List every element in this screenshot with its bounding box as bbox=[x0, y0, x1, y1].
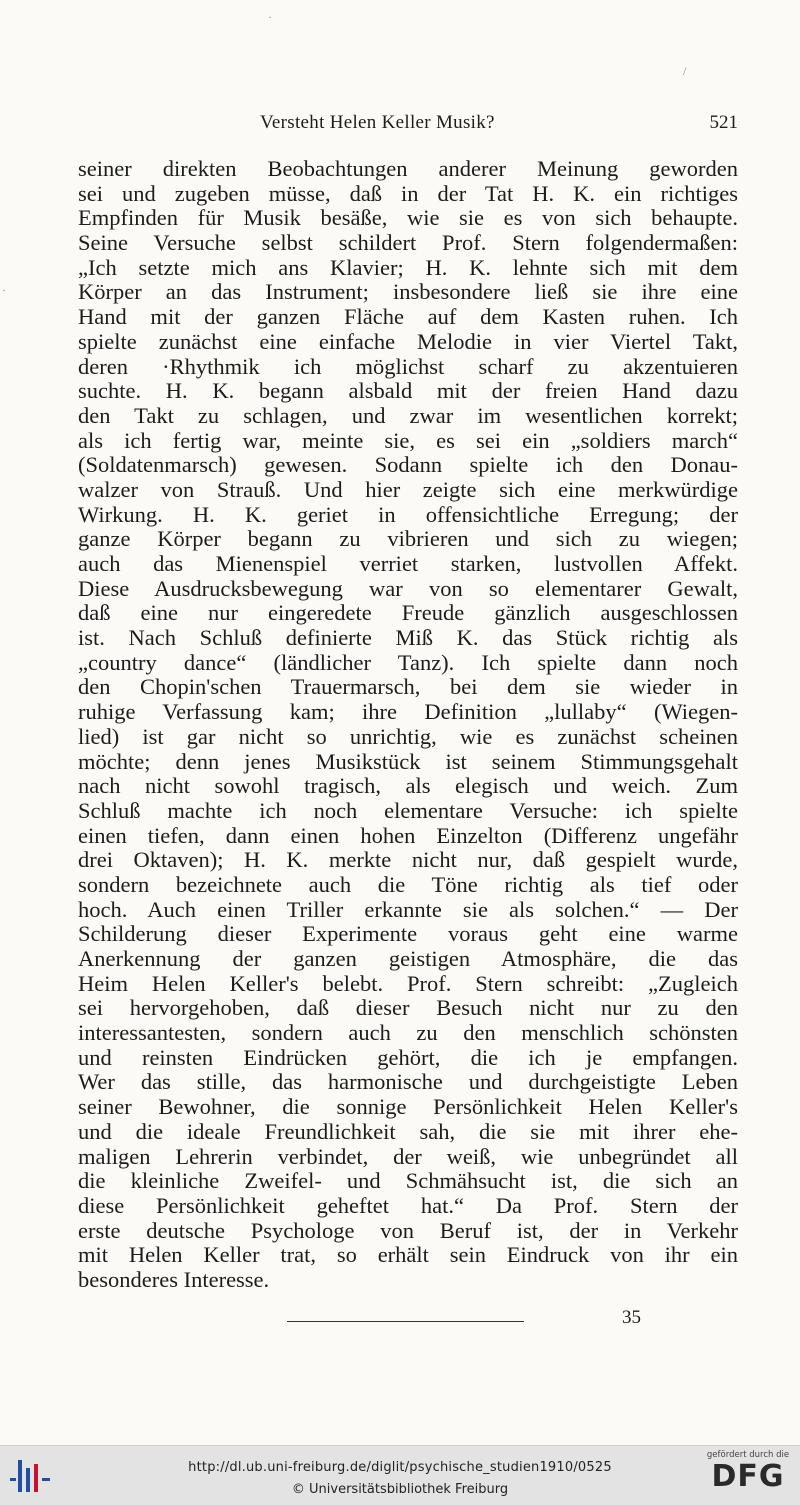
text-line: den Chopin'schen Trauermarsch, bei dem sie wieder in bbox=[78, 675, 738, 700]
text-line: ganze Körper begann zu vibrieren und sich zu wiegen; bbox=[78, 527, 738, 552]
dfg-logo bbox=[704, 1450, 792, 1502]
source-url[interactable]: http://dl.ub.uni-freiburg.de/diglit/psychische_studien1910/0525 bbox=[188, 1460, 612, 1475]
text-line: Seine Versuche selbst schildert Prof. Stern folgendermaßen: bbox=[78, 231, 738, 256]
text-line: die kleinliche Zweifel- und Schmähsucht ist, die sich an bbox=[78, 1169, 738, 1194]
text-line: erste deutsche Psychologe von Beruf ist, der in Verkehr bbox=[78, 1218, 738, 1243]
text-line: Schilderung dieser Experimente voraus geht eine warme bbox=[78, 922, 738, 947]
text-line: sondern bezeichnete auch die Töne richtig als tief oder bbox=[78, 872, 738, 897]
text-line: Körper an das Instrument; insbesondere ließ sie ihre eine bbox=[78, 280, 738, 305]
text-line: diese Persönlichkeit geheftet hat.“ Da Prof. Stern der bbox=[78, 1193, 738, 1218]
text-line: besonderes Interesse. bbox=[78, 1267, 270, 1292]
text-line: sei und zugeben müsse, daß in der Tat H. K. ein richtiges bbox=[78, 181, 738, 206]
text-line: walzer von Strauß. Und hier zeigte sich eine merkwürdige bbox=[78, 477, 738, 502]
text-line: „country dance“ (ländlicher Tanz). Ich spielte dann noch bbox=[78, 650, 738, 675]
scan-speck: · bbox=[268, 10, 272, 24]
text-line: nach nicht sowohl tragisch, als elegisch und weich. Zum bbox=[78, 774, 738, 799]
text-line: und die ideale Freundlichkeit sah, die sie mit ihrer ehe- bbox=[78, 1119, 738, 1144]
text-line: Hand mit der ganzen Fläche auf dem Kasten ruhen. Ich bbox=[78, 305, 738, 330]
text-line: als ich fertig war, meinte sie, es sei ein „soldiers march“ bbox=[78, 428, 738, 453]
text-line: deren ·Rhythmik ich möglichst scharf zu akzentuieren bbox=[78, 354, 738, 379]
text-line: Heim Helen Keller's belebt. Prof. Stern schreibt: „Zugleich bbox=[78, 971, 738, 996]
scan-speck: · bbox=[2, 283, 6, 297]
text-line: Empfinden für Musik besäße, wie sie es von sich behaupte. bbox=[78, 206, 738, 231]
running-header bbox=[78, 112, 738, 144]
dfg-logo-text: DFG bbox=[711, 1459, 785, 1494]
running-title: Versteht Helen Keller Musik? bbox=[260, 112, 495, 133]
text-line: den Takt zu schlagen, und zwar im wesentlichen korrekt; bbox=[78, 403, 738, 428]
text-line: lied) ist gar nicht so unrichtig, wie es zunächst scheinen bbox=[78, 724, 738, 749]
text-line: Schluß machte ich noch elementare Versuche: ich spielte bbox=[78, 798, 738, 823]
text-line: daß eine nur eingeredete Freude gänzlich ausgeschlossen bbox=[78, 601, 738, 626]
text-line: ruhige Verfassung kam; ihre Definition „lullaby“ (Wiegen- bbox=[78, 700, 738, 725]
funder-note: gefördert durch die bbox=[706, 1450, 790, 1460]
text-line: ist. Nach Schluß definierte Miß K. das Stück richtig als bbox=[78, 626, 738, 651]
text-line: seiner Bewohner, die sonnige Persönlichkeit Helen Keller's bbox=[78, 1095, 738, 1120]
text-line: seiner direkten Beobachtungen anderer Meinung geworden bbox=[78, 157, 738, 181]
page-number: 521 bbox=[709, 112, 738, 133]
signature-mark: 35 bbox=[622, 1307, 641, 1328]
text-line: einen tiefen, dann einen hohen Einzelton (Differenz ungefähr bbox=[78, 823, 738, 848]
text-line: „Ich setzte mich ans Klavier; H. K. lehnte sich mit dem bbox=[78, 255, 738, 280]
text-line: drei Oktaven); H. K. merkte nicht nur, daß gespielt wurde, bbox=[78, 848, 738, 873]
text-line: auch das Mienenspiel verriet starken, lustvollen Affekt. bbox=[78, 552, 738, 576]
text-line: suchte. H. K. begann alsbald mit der freien Hand dazu bbox=[78, 379, 738, 404]
scan-speck: / bbox=[683, 64, 687, 78]
text-line: Diese Ausdrucksbewegung war von so elementarer Gewalt, bbox=[78, 576, 738, 601]
text-line: mit Helen Keller trat, so erhält sein Eindruck von ihr ein bbox=[78, 1243, 738, 1268]
text-line: Wer das stille, das harmonische und durchgeistigte Leben bbox=[78, 1070, 738, 1095]
text-line: möchte; denn jenes Musikstück ist seinem Stimmungsgehalt bbox=[78, 749, 738, 774]
text-line: und reinsten Eindrücken gehört, die ich je empfangen. bbox=[78, 1045, 738, 1070]
body-text bbox=[78, 157, 738, 1293]
text-line: spielte zunächst eine einfache Melodie in vier Viertel Takt, bbox=[78, 329, 738, 354]
text-line: Anerkennung der ganzen geistigen Atmosphäre, die das bbox=[78, 947, 738, 971]
text-line: hoch. Auch einen Triller erkannte sie als solchen.“ — Der bbox=[78, 897, 738, 922]
text-line: maligen Lehrerin verbindet, der weiß, wie unbegründet all bbox=[78, 1144, 738, 1169]
text-line: Wirkung. H. K. geriet in offensichtliche Erregung; der bbox=[78, 502, 738, 527]
footnote-rule bbox=[287, 1321, 524, 1322]
copyright-notice: © Universitätsbibliothek Freiburg bbox=[291, 1482, 509, 1497]
text-line: interessantesten, sondern auch zu den menschlich schönsten bbox=[78, 1021, 738, 1046]
text-line: (Soldatenmarsch) gewesen. Sodann spielte ich den Donau- bbox=[78, 453, 738, 478]
footer-bar bbox=[0, 1445, 800, 1505]
text-line: sei hervorgehoben, daß dieser Besuch nicht nur zu den bbox=[78, 996, 738, 1021]
